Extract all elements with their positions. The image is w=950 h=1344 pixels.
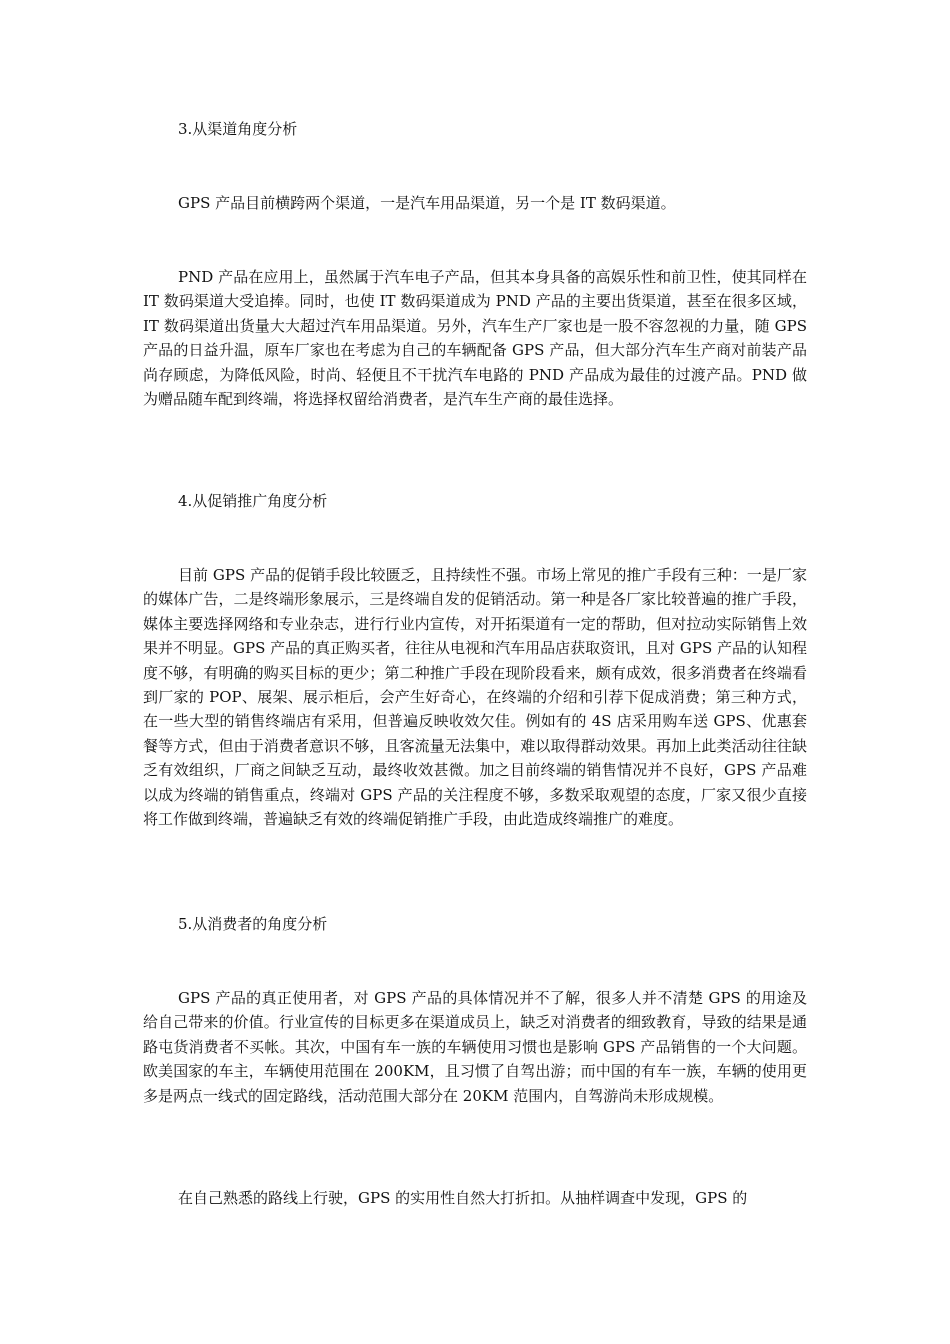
paragraph-consumer-routes: 在自己熟悉的路线上行驶，GPS 的实用性自然大打折扣。从抽样调查中发现，GPS 的 — [178, 1189, 748, 1207]
paragraph-channel-overview: GPS 产品目前横跨两个渠道，一是汽车用品渠道，另一个是 IT 数码渠道。 — [178, 194, 676, 212]
section-heading-promotion: 4.从促销推广角度分析 — [178, 492, 328, 510]
paragraph-promotion: 目前 GPS 产品的促销手段比较匮乏，且持续性不强。市场上常见的推广手段有三种：一是厂家的媒体广告，二是终端形象展示，三是终端自发的促销活动。第一种是各厂家比较普遍的推广手段，媒体主要选择网络和专业杂志，进行行业内宣传，对开拓渠道有一定的帮助，但对拉动实际销售上效果并不明显。GPS 产品的真正购买者，往往从电视和汽车用品店获取资讯，且对 GPS 产品的认知程度不够，有明确的购买目标的更少；第二种推广手段在现阶段看来，颇有成效，很多消费者在终端看到厂家的 POP、展架、展示柜后，会产生好奇心，在终端的介绍和引荐下促成消费；第三种方式，在一些大型的销售终端店有采用，但普遍反映收效欠佳。例如有的 4S 店采用购车送 GPS、优惠套餐等方式，但由于消费者意识不够，且客流量无法集中，难以取得群动效果。再加上此类活动往往缺乏有效组织，厂商之间缺乏互动，最终收效甚微。加之目前终端的销售情况并不良好，GPS 产品难以成为终端的销售重点，终端对 GPS 产品的关注程度不够，多数采取观望的态度，厂家又很少直接将工作做到终端，普遍缺乏有效的终端促销推广手段，由此造成终端推广的难度。 — [143, 566, 808, 829]
section-heading-consumer: 5.从消费者的角度分析 — [178, 915, 328, 933]
paragraph-channel-pnd: PND 产品在应用上，虽然属于汽车电子产品，但其本身具备的高娱乐性和前卫性，使其同样在 IT 数码渠道大受追捧。同时，也使 IT 数码渠道成为 PND 产品的主要出货渠道，甚至在很多区域，IT 数码渠道出货量大大超过汽车用品渠道。另外，汽车生产厂家也是一股不容忽视的力量，随 GPS 产品的日益升温，原车厂家也在考虑为自己的车辆配备 GPS 产品，但大部分汽车生产商对前装产品尚存顾虑，为降低风险，时尚、轻便且不干扰汽车电路的 PND 产品成为最佳的过渡产品。PND 做为赠品随车配到终端，将选择权留给消费者，是汽车生产商的最佳选择。 — [143, 268, 807, 409]
section-heading-channel: 3.从渠道角度分析 — [178, 120, 298, 138]
paragraph-consumer: GPS 产品的真正使用者，对 GPS 产品的具体情况并不了解，很多人并不清楚 GPS 的用途及给自己带来的价值。行业宣传的目标更多在渠道成员上，缺乏对消费者的细致教育，导致的结果是通路屯货消费者不买帐。其次，中国有车一族的车辆使用习惯也是影响 GPS 产品销售的一个大问题。欧美国家的车主，车辆使用范围在 200KM，且习惯了自驾出游；而中国的有车一族，车辆的使用更多是两点一线式的固定路线，活动范围大部分在 20KM 范围内，自驾游尚未形成规模。 — [143, 989, 807, 1105]
